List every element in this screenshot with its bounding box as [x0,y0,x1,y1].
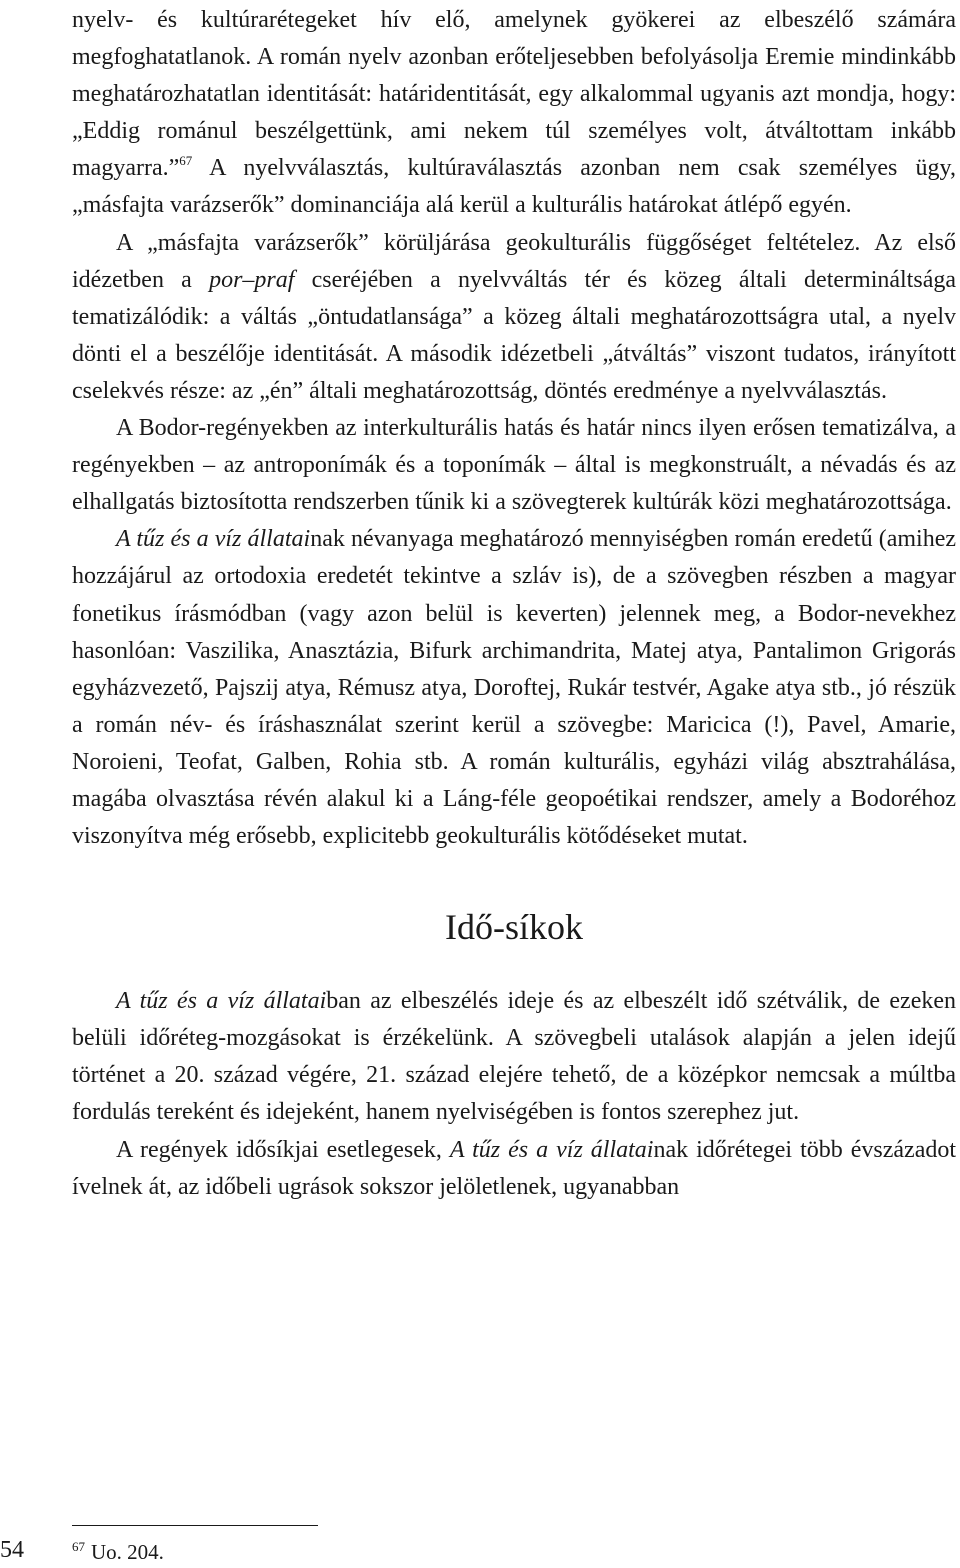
paragraph-4 [72,521,956,855]
footnote [72,1537,164,1567]
paragraph-5-text: ban az elbeszélés ideje és az elbeszélt idő szétválik, de ezeken belüli időréteg-mozgásokat is érzékelünk. A szövegbeli utalások alapján a jelen idejű történet a 20. század végére, 21. század elejére tehető, de a középkor nemcsak a múltba fordulás tereként és idejeként, hanem nyelviségében is fontos szerephez jut. [72,988,957,1126]
paragraph-3: A Bodor-regényekben az interkulturális hatás és határ nincs ilyen erősen tematizálva, a regényekben – az antroponímák és a toponímák – által is megkonstruált, a névadás és az elhallgatás biztosította rendszerben tűnik ki a szövegterek kultúrák közi meghatározottsága. [72,415,956,516]
paragraph-4-italic: A tűz és a víz állatai [116,526,311,553]
paragraph-2 [72,225,956,410]
paragraph-2-italic: por–praf [209,266,295,293]
body-text [72,0,956,855]
paragraph-1 [72,2,956,225]
paragraph-2-text: A „másfajta varázserők” körüljárása geokulturális függőséget feltételez. Az első idézetben a [72,229,956,293]
footnote-divider [72,1525,318,1526]
page [72,0,956,1206]
paragraph-6-text-cont: nak időrétegei több évszázadot ívelnek át, az időbeli ugrások sokszor jelöletlenek, ugyanabban [72,1136,957,1200]
footnote-reference[interactable]: 67 [179,153,193,169]
footnote-text: Uo. 204. [91,1540,164,1564]
paragraph-6-italic: A tűz és a víz állatai [449,1136,654,1163]
paragraph-2-text-cont: cseréjében a nyelvváltás tér és közeg általi determináltsága tematizálódik: a váltás „öntudatlansága” a közeg általi meghatározottságra utal, a nyelv dönti el a beszélője identitását. A második idézetbeli „átváltás” viszont tudatos, irányított cselekvés része: az „én” általi meghatározottság, döntés eredménye a nyelvválasztás. [72,266,956,404]
paragraph-5-italic: A tűz és a víz állatai [116,988,327,1015]
paragraph-4-text: nak névanyaga meghatározó mennyiségben román eredetű (amihez hozzájárul az ortodoxia eredetét tekintve a szláv is), de a szövegben részben a magyar fonetikus írásmódban (vagy azon belül is keverten) jelennek meg, a Bodor-nevekhez hasonlóan: Vaszilika, Anasztázia, Bifurk archimandrita, Matej atya, Pantalimon Grigorás egyházvezető, Pajszij atya, Rémusz atya, Doroftej, Rukár testvér, Agake atya stb., jó részük a román név- és íráshasználat szerint kerül a szövegbe: Maricica (!), Pavel, Amarie, Noroieni, Teofat, Galben, Rohia stb. A román kulturális, egyházi világ absztrahálása, magába olvasztása révén alakul ki a Láng-féle geopoétikai rendszer, amely a Bodoréhoz viszonyítva még erősebb, explicitebb geokulturális kötődéseket mutat. [72,526,957,850]
paragraph-6 [72,1132,956,1206]
paragraph-5 [72,983,956,1131]
footnote-mark: 67 [72,1539,85,1554]
section-title: Idő-síkok [445,907,583,948]
page-number: 54 [0,1537,24,1563]
paragraph-6-text: A regények idősíkjai esetlegesek, [116,1136,450,1163]
paragraph-1-text: nyelv- és kultúrarétegeket hív elő, amelynek gyökerei az elbeszélő számára megfoghatatlanok. A román nyelv azonban erőteljesebben befolyásolja Eremie mindinkább meghatározhatatlan identitását: határidentitását, egy alkalommal ugyanis azt mondja, hogy: „Eddig románul beszélgettünk, ami nekem túl személyes volt, átváltottam inkább magyarra.” [72,7,956,182]
body-text-section [72,981,956,1206]
paragraph-1-text-cont: A nyelvválasztás, kultúraválasztás azonban nem csak személyes ügy, „másfajta varázserők” dominanciája alá kerül a kulturális határokat átlépő egyén. [72,155,956,219]
